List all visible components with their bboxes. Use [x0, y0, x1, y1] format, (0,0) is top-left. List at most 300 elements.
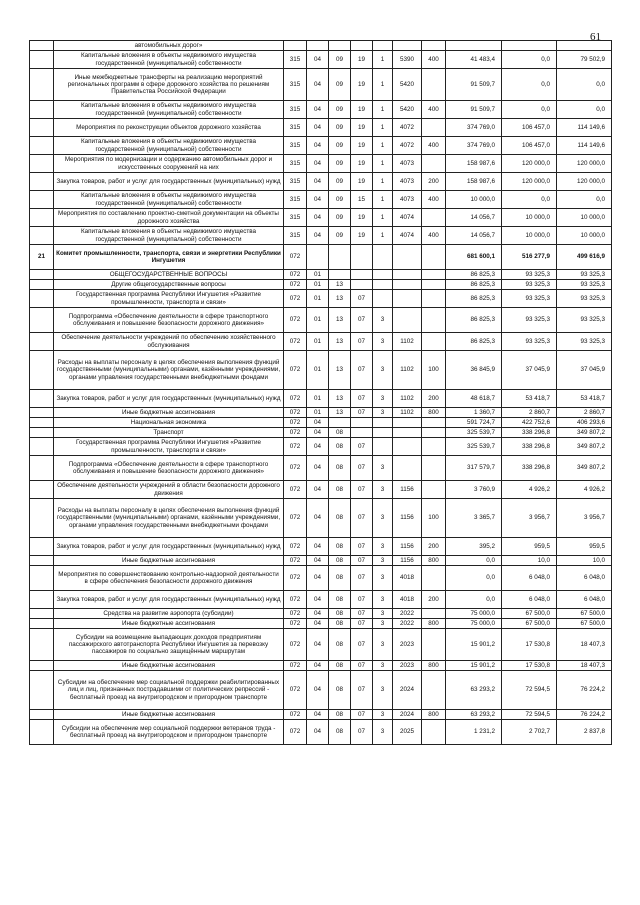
code-rz: 04: [307, 173, 329, 191]
sum-year-3: 114 149,6: [557, 137, 612, 155]
sum-year-3: 114 149,6: [557, 119, 612, 137]
code-program: 19: [351, 227, 373, 245]
sum-year-2: 93 325,3: [502, 280, 557, 290]
code-rz: 04: [307, 591, 329, 609]
code-vr: 400: [422, 191, 446, 209]
sum-year-2: 338 296,8: [502, 456, 557, 481]
code-direction: 5390: [393, 51, 422, 69]
sum-year-3: 3 956,7: [557, 499, 612, 538]
table-row: [30, 538, 612, 556]
code-pr: 08: [329, 556, 351, 566]
sum-year-3: 2 837,8: [557, 720, 612, 745]
code-subprogram: 3: [373, 333, 393, 351]
code-subprogram: [373, 270, 393, 280]
code-pr: 13: [329, 351, 351, 390]
row-name: Иные бюджетные ассигнования: [54, 619, 284, 629]
code-vr: 400: [422, 51, 446, 69]
code-gr: 315: [284, 209, 307, 227]
sum-year-2: 106 457,0: [502, 119, 557, 137]
sum-year-2: 72 594,5: [502, 671, 557, 710]
row-name: Иные бюджетные ассигнования: [54, 408, 284, 418]
row-name: Государственная программа Республики Ингушетия «Развитие промышленности, транспорта и связи»: [54, 290, 284, 308]
row-name: Субсидии на обеспечение мер социальной поддержки реабилитированных лиц и лиц, признанных пострадавшими от политических репрессий - бесплатный проезд на внутригородском и пригородном транспорте: [54, 671, 284, 710]
code-vr: [422, 245, 446, 270]
code-subprogram: 1: [373, 173, 393, 191]
table-row: [30, 69, 612, 101]
code-rz: 04: [307, 609, 329, 619]
code-gr: 072: [284, 418, 307, 428]
code-subprogram: 3: [373, 609, 393, 619]
sum-year-1: 374 769,0: [446, 137, 502, 155]
sum-year-2: 0,0: [502, 69, 557, 101]
code-vr: [422, 481, 446, 499]
code-gr: 072: [284, 556, 307, 566]
code-rz: 04: [307, 101, 329, 119]
code-program: 07: [351, 351, 373, 390]
budget-table: [29, 40, 612, 745]
sum-year-1: 86 825,3: [446, 290, 502, 308]
code-direction: [393, 308, 422, 333]
code-direction: 1102: [393, 390, 422, 408]
code-direction: 4073: [393, 191, 422, 209]
sum-year-2: 4 926,2: [502, 481, 557, 499]
row-name: Капитальные вложения в объекты недвижимого имущества государственной (муниципальной) собственности: [54, 137, 284, 155]
sum-year-2: 93 325,3: [502, 270, 557, 280]
code-vr: [422, 209, 446, 227]
code-gr: 072: [284, 290, 307, 308]
code-rz: 01: [307, 280, 329, 290]
row-name: Иные бюджетные ассигнования: [54, 661, 284, 671]
code-pr: 08: [329, 720, 351, 745]
sum-year-2: 2 702,7: [502, 720, 557, 745]
sum-year-2: 93 325,3: [502, 333, 557, 351]
code-vr: 200: [422, 173, 446, 191]
code-gr: 072: [284, 333, 307, 351]
table-row: [30, 661, 612, 671]
code-pr: 08: [329, 671, 351, 710]
row-name: Субсидии на обеспечение мер социальной поддержки ветеранов труда - бесплатный проезд на внутригородском и пригородном транспорте: [54, 720, 284, 745]
row-number: [30, 428, 54, 438]
sum-year-2: 10 000,0: [502, 227, 557, 245]
code-pr: 13: [329, 390, 351, 408]
sum-year-2: 120 000,0: [502, 173, 557, 191]
sum-year-2: 120 000,0: [502, 155, 557, 173]
table-row: [30, 408, 612, 418]
sum-year-3: 67 500,0: [557, 619, 612, 629]
code-rz: 04: [307, 438, 329, 456]
code-subprogram: 1: [373, 137, 393, 155]
row-name: Иные бюджетные ассигнования: [54, 556, 284, 566]
row-number: [30, 438, 54, 456]
sum-year-1: 75 000,0: [446, 619, 502, 629]
code-pr: 09: [329, 101, 351, 119]
code-gr: 072: [284, 245, 307, 270]
code-rz: 04: [307, 428, 329, 438]
sum-year-1: 0,0: [446, 591, 502, 609]
code-vr: 800: [422, 556, 446, 566]
code-gr: 072: [284, 499, 307, 538]
row-name: Подпрограмма «Обеспечение деятельности в сфере транспортного обслуживания и повышение безопасности дорожного движения»: [54, 456, 284, 481]
sum-year-3: 0,0: [557, 191, 612, 209]
row-number: [30, 556, 54, 566]
table-row: [30, 308, 612, 333]
code-subprogram: 3: [373, 720, 393, 745]
code-program: 07: [351, 710, 373, 720]
sum-year-2: 516 277,9: [502, 245, 557, 270]
code-gr: 072: [284, 538, 307, 556]
sum-year-2: 959,5: [502, 538, 557, 556]
code-pr: 09: [329, 227, 351, 245]
code-subprogram: 3: [373, 661, 393, 671]
code-gr: 315: [284, 137, 307, 155]
code-vr: [422, 41, 446, 51]
code-program: 19: [351, 155, 373, 173]
table-row: [30, 438, 612, 456]
row-number: [30, 173, 54, 191]
code-pr: [329, 418, 351, 428]
code-direction: 1156: [393, 538, 422, 556]
code-program: 07: [351, 408, 373, 418]
code-rz: 04: [307, 661, 329, 671]
row-number: [30, 418, 54, 428]
row-name: Мероприятия по совершенствованию контрольно-надзорной деятельности в сфере обеспечения безопасности дорожного движения: [54, 566, 284, 591]
sum-year-1: 158 987,6: [446, 173, 502, 191]
code-vr: [422, 270, 446, 280]
code-subprogram: 3: [373, 591, 393, 609]
code-vr: 400: [422, 137, 446, 155]
code-pr: 13: [329, 280, 351, 290]
row-number: [30, 591, 54, 609]
table-row: [30, 51, 612, 69]
code-subprogram: [373, 41, 393, 51]
code-vr: [422, 720, 446, 745]
row-number: [30, 499, 54, 538]
row-number: [30, 227, 54, 245]
row-number: [30, 119, 54, 137]
code-direction: [393, 428, 422, 438]
sum-year-3: 349 807,2: [557, 438, 612, 456]
code-direction: 1156: [393, 499, 422, 538]
code-program: 19: [351, 101, 373, 119]
code-direction: 2022: [393, 619, 422, 629]
sum-year-1: 75 000,0: [446, 609, 502, 619]
row-name: Транспорт: [54, 428, 284, 438]
row-number: [30, 41, 54, 51]
code-vr: 800: [422, 408, 446, 418]
sum-year-1: 374 769,0: [446, 119, 502, 137]
code-vr: [422, 566, 446, 591]
code-direction: 4072: [393, 137, 422, 155]
code-program: 07: [351, 390, 373, 408]
sum-year-3: 10,0: [557, 556, 612, 566]
code-pr: 13: [329, 333, 351, 351]
code-subprogram: 1: [373, 155, 393, 173]
code-vr: 800: [422, 710, 446, 720]
sum-year-2: 67 500,0: [502, 609, 557, 619]
code-gr: 072: [284, 710, 307, 720]
row-number: [30, 566, 54, 591]
sum-year-3: 10 000,0: [557, 227, 612, 245]
code-gr: 315: [284, 173, 307, 191]
sum-year-1: 86 825,3: [446, 270, 502, 280]
sum-year-1: 3 760,9: [446, 481, 502, 499]
sum-year-2: 93 325,3: [502, 290, 557, 308]
sum-year-2: 53 418,7: [502, 390, 557, 408]
budget-table-body: [30, 41, 612, 745]
code-rz: 04: [307, 720, 329, 745]
table-row: [30, 720, 612, 745]
code-rz: 04: [307, 227, 329, 245]
code-gr: 072: [284, 609, 307, 619]
code-program: 19: [351, 173, 373, 191]
code-program: 19: [351, 69, 373, 101]
row-number: [30, 51, 54, 69]
sum-year-1: 63 293,2: [446, 671, 502, 710]
code-program: 07: [351, 499, 373, 538]
table-row: [30, 418, 612, 428]
code-pr: 09: [329, 69, 351, 101]
code-program: 07: [351, 438, 373, 456]
code-gr: 072: [284, 428, 307, 438]
sum-year-1: 36 845,9: [446, 351, 502, 390]
code-program: 07: [351, 290, 373, 308]
code-gr: 315: [284, 119, 307, 137]
row-name: Мероприятия по составлению проектно-сметной документации на объекты дорожного хозяйства: [54, 209, 284, 227]
code-pr: 09: [329, 155, 351, 173]
code-rz: 04: [307, 619, 329, 629]
sum-year-1: 1 231,2: [446, 720, 502, 745]
code-gr: 072: [284, 390, 307, 408]
code-pr: 13: [329, 408, 351, 418]
code-direction: 2025: [393, 720, 422, 745]
code-vr: [422, 290, 446, 308]
table-row: [30, 351, 612, 390]
sum-year-2: 2 860,7: [502, 408, 557, 418]
sum-year-2: 422 752,6: [502, 418, 557, 428]
code-rz: 04: [307, 481, 329, 499]
code-subprogram: 3: [373, 671, 393, 710]
code-direction: [393, 280, 422, 290]
sum-year-1: 0,0: [446, 566, 502, 591]
code-rz: 04: [307, 69, 329, 101]
table-row: [30, 671, 612, 710]
code-program: [351, 418, 373, 428]
row-number: [30, 619, 54, 629]
sum-year-1: 395,2: [446, 538, 502, 556]
code-program: [351, 270, 373, 280]
code-pr: [329, 270, 351, 280]
row-number: [30, 270, 54, 280]
row-number: [30, 538, 54, 556]
table-row: [30, 556, 612, 566]
sum-year-1: 681 600,1: [446, 245, 502, 270]
code-subprogram: 3: [373, 538, 393, 556]
code-direction: [393, 41, 422, 51]
code-gr: 072: [284, 671, 307, 710]
code-program: 07: [351, 591, 373, 609]
code-subprogram: [373, 438, 393, 456]
table-row: [30, 41, 612, 51]
code-direction: 1102: [393, 351, 422, 390]
table-row: [30, 619, 612, 629]
row-number: [30, 191, 54, 209]
code-rz: 04: [307, 499, 329, 538]
sum-year-3: 499 616,9: [557, 245, 612, 270]
code-program: 07: [351, 456, 373, 481]
table-row: [30, 101, 612, 119]
code-direction: 5420: [393, 69, 422, 101]
code-direction: [393, 245, 422, 270]
code-subprogram: 3: [373, 710, 393, 720]
code-program: 19: [351, 209, 373, 227]
sum-year-3: 4 926,2: [557, 481, 612, 499]
sum-year-1: 14 056,7: [446, 227, 502, 245]
code-vr: [422, 119, 446, 137]
sum-year-1: 10 000,0: [446, 191, 502, 209]
row-number: [30, 333, 54, 351]
code-program: 07: [351, 661, 373, 671]
table-row: [30, 245, 612, 270]
sum-year-2: 67 500,0: [502, 619, 557, 629]
row-number: [30, 280, 54, 290]
code-rz: 04: [307, 191, 329, 209]
sum-year-1: [446, 41, 502, 51]
sum-year-3: 349 807,2: [557, 428, 612, 438]
sum-year-1: 158 987,6: [446, 155, 502, 173]
code-direction: [393, 438, 422, 456]
code-gr: [284, 41, 307, 51]
code-rz: 01: [307, 390, 329, 408]
row-name: Обеспечение деятельности учреждений по обеспечению хозяйственного обслуживания: [54, 333, 284, 351]
code-vr: [422, 609, 446, 619]
sum-year-3: 93 325,3: [557, 270, 612, 280]
row-name: Мероприятия по модернизации и содержанию автомобильных дорог и искусственных сооружений на них: [54, 155, 284, 173]
code-rz: [307, 245, 329, 270]
row-number: [30, 390, 54, 408]
sum-year-1: 14 056,7: [446, 209, 502, 227]
code-rz: 04: [307, 671, 329, 710]
row-number: 21: [30, 245, 54, 270]
sum-year-1: 41 483,4: [446, 51, 502, 69]
code-vr: 800: [422, 661, 446, 671]
code-direction: [393, 456, 422, 481]
sum-year-2: 17 530,8: [502, 629, 557, 661]
code-gr: 072: [284, 566, 307, 591]
row-name: Субсидии на возмещение выпадающих доходов предприятиям пассажирского автотранспорта Республики Ингушетия за перевозку пассажиров по социально защищённым маршрутам: [54, 629, 284, 661]
sum-year-1: 325 539,7: [446, 428, 502, 438]
row-name: Капитальные вложения в объекты недвижимого имущества государственной (муниципальной) собственности: [54, 191, 284, 209]
sum-year-2: 338 296,8: [502, 428, 557, 438]
sum-year-3: 0,0: [557, 101, 612, 119]
code-direction: 4073: [393, 155, 422, 173]
code-pr: 13: [329, 290, 351, 308]
row-name: Государственная программа Республики Ингушетия «Развитие промышленности, транспорта и связи»: [54, 438, 284, 456]
sum-year-2: 106 457,0: [502, 137, 557, 155]
sum-year-1: 0,0: [446, 556, 502, 566]
sum-year-2: 10 000,0: [502, 209, 557, 227]
code-subprogram: [373, 245, 393, 270]
code-direction: [393, 418, 422, 428]
code-pr: 09: [329, 191, 351, 209]
row-name: Закупка товаров, работ и услуг для государственных (муниципальных) нужд: [54, 390, 284, 408]
row-name: Капитальные вложения в объекты недвижимого имущества государственной (муниципальной) собственности: [54, 101, 284, 119]
code-subprogram: 3: [373, 629, 393, 661]
row-name: Закупка товаров, работ и услуг для государственных (муниципальных) нужд: [54, 591, 284, 609]
sum-year-3: 37 045,9: [557, 351, 612, 390]
row-name: Национальная экономика: [54, 418, 284, 428]
table-row: [30, 591, 612, 609]
code-vr: 100: [422, 499, 446, 538]
sum-year-2: 93 325,3: [502, 308, 557, 333]
row-number: [30, 710, 54, 720]
code-pr: 08: [329, 591, 351, 609]
code-subprogram: 1: [373, 209, 393, 227]
code-subprogram: [373, 280, 393, 290]
code-subprogram: 3: [373, 456, 393, 481]
code-subprogram: [373, 290, 393, 308]
sum-year-2: 37 045,9: [502, 351, 557, 390]
sum-year-1: 3 365,7: [446, 499, 502, 538]
code-program: 19: [351, 51, 373, 69]
code-program: [351, 280, 373, 290]
row-name: Мероприятия по реконструкции объектов дорожного хозяйства: [54, 119, 284, 137]
code-pr: 09: [329, 119, 351, 137]
sum-year-2: 10,0: [502, 556, 557, 566]
row-name: Расходы на выплаты персоналу в целях обеспечения выполнения функций государственными (муниципальными) органами, казёнными учреждениями, органами управления государственными внебюджетными фондами: [54, 499, 284, 538]
code-gr: 072: [284, 619, 307, 629]
code-program: 07: [351, 333, 373, 351]
code-subprogram: 3: [373, 308, 393, 333]
sum-year-1: 63 293,2: [446, 710, 502, 720]
code-rz: 01: [307, 333, 329, 351]
code-program: 07: [351, 720, 373, 745]
sum-year-1: 86 825,3: [446, 280, 502, 290]
sum-year-2: 17 530,8: [502, 661, 557, 671]
sum-year-3: 6 048,0: [557, 566, 612, 591]
code-subprogram: 1: [373, 51, 393, 69]
code-direction: [393, 290, 422, 308]
row-number: [30, 209, 54, 227]
sum-year-3: 93 325,3: [557, 308, 612, 333]
code-vr: 200: [422, 591, 446, 609]
code-gr: 072: [284, 280, 307, 290]
code-rz: 04: [307, 538, 329, 556]
sum-year-3: 76 224,2: [557, 671, 612, 710]
row-number: [30, 609, 54, 619]
code-program: 15: [351, 191, 373, 209]
row-number: [30, 308, 54, 333]
code-direction: 4073: [393, 173, 422, 191]
code-rz: 04: [307, 119, 329, 137]
row-name: ОБЩЕГОСУДАРСТВЕННЫЕ ВОПРОСЫ: [54, 270, 284, 280]
code-rz: 04: [307, 51, 329, 69]
code-subprogram: 1: [373, 69, 393, 101]
code-program: 07: [351, 609, 373, 619]
row-number: [30, 137, 54, 155]
code-subprogram: 3: [373, 499, 393, 538]
row-name: Закупка товаров, работ и услуг для государственных (муниципальных) нужд: [54, 173, 284, 191]
code-program: 07: [351, 566, 373, 591]
row-name: Иные межбюджетные трансферты на реализацию мероприятий региональных программ в сфере дорожного хозяйства по решениям Правительства Российской Федерации: [54, 69, 284, 101]
sum-year-2: 3 956,7: [502, 499, 557, 538]
code-rz: 01: [307, 290, 329, 308]
code-pr: 08: [329, 661, 351, 671]
code-rz: 04: [307, 137, 329, 155]
code-direction: 2022: [393, 609, 422, 619]
code-pr: [329, 41, 351, 51]
sum-year-1: 325 539,7: [446, 438, 502, 456]
sum-year-3: 406 293,6: [557, 418, 612, 428]
